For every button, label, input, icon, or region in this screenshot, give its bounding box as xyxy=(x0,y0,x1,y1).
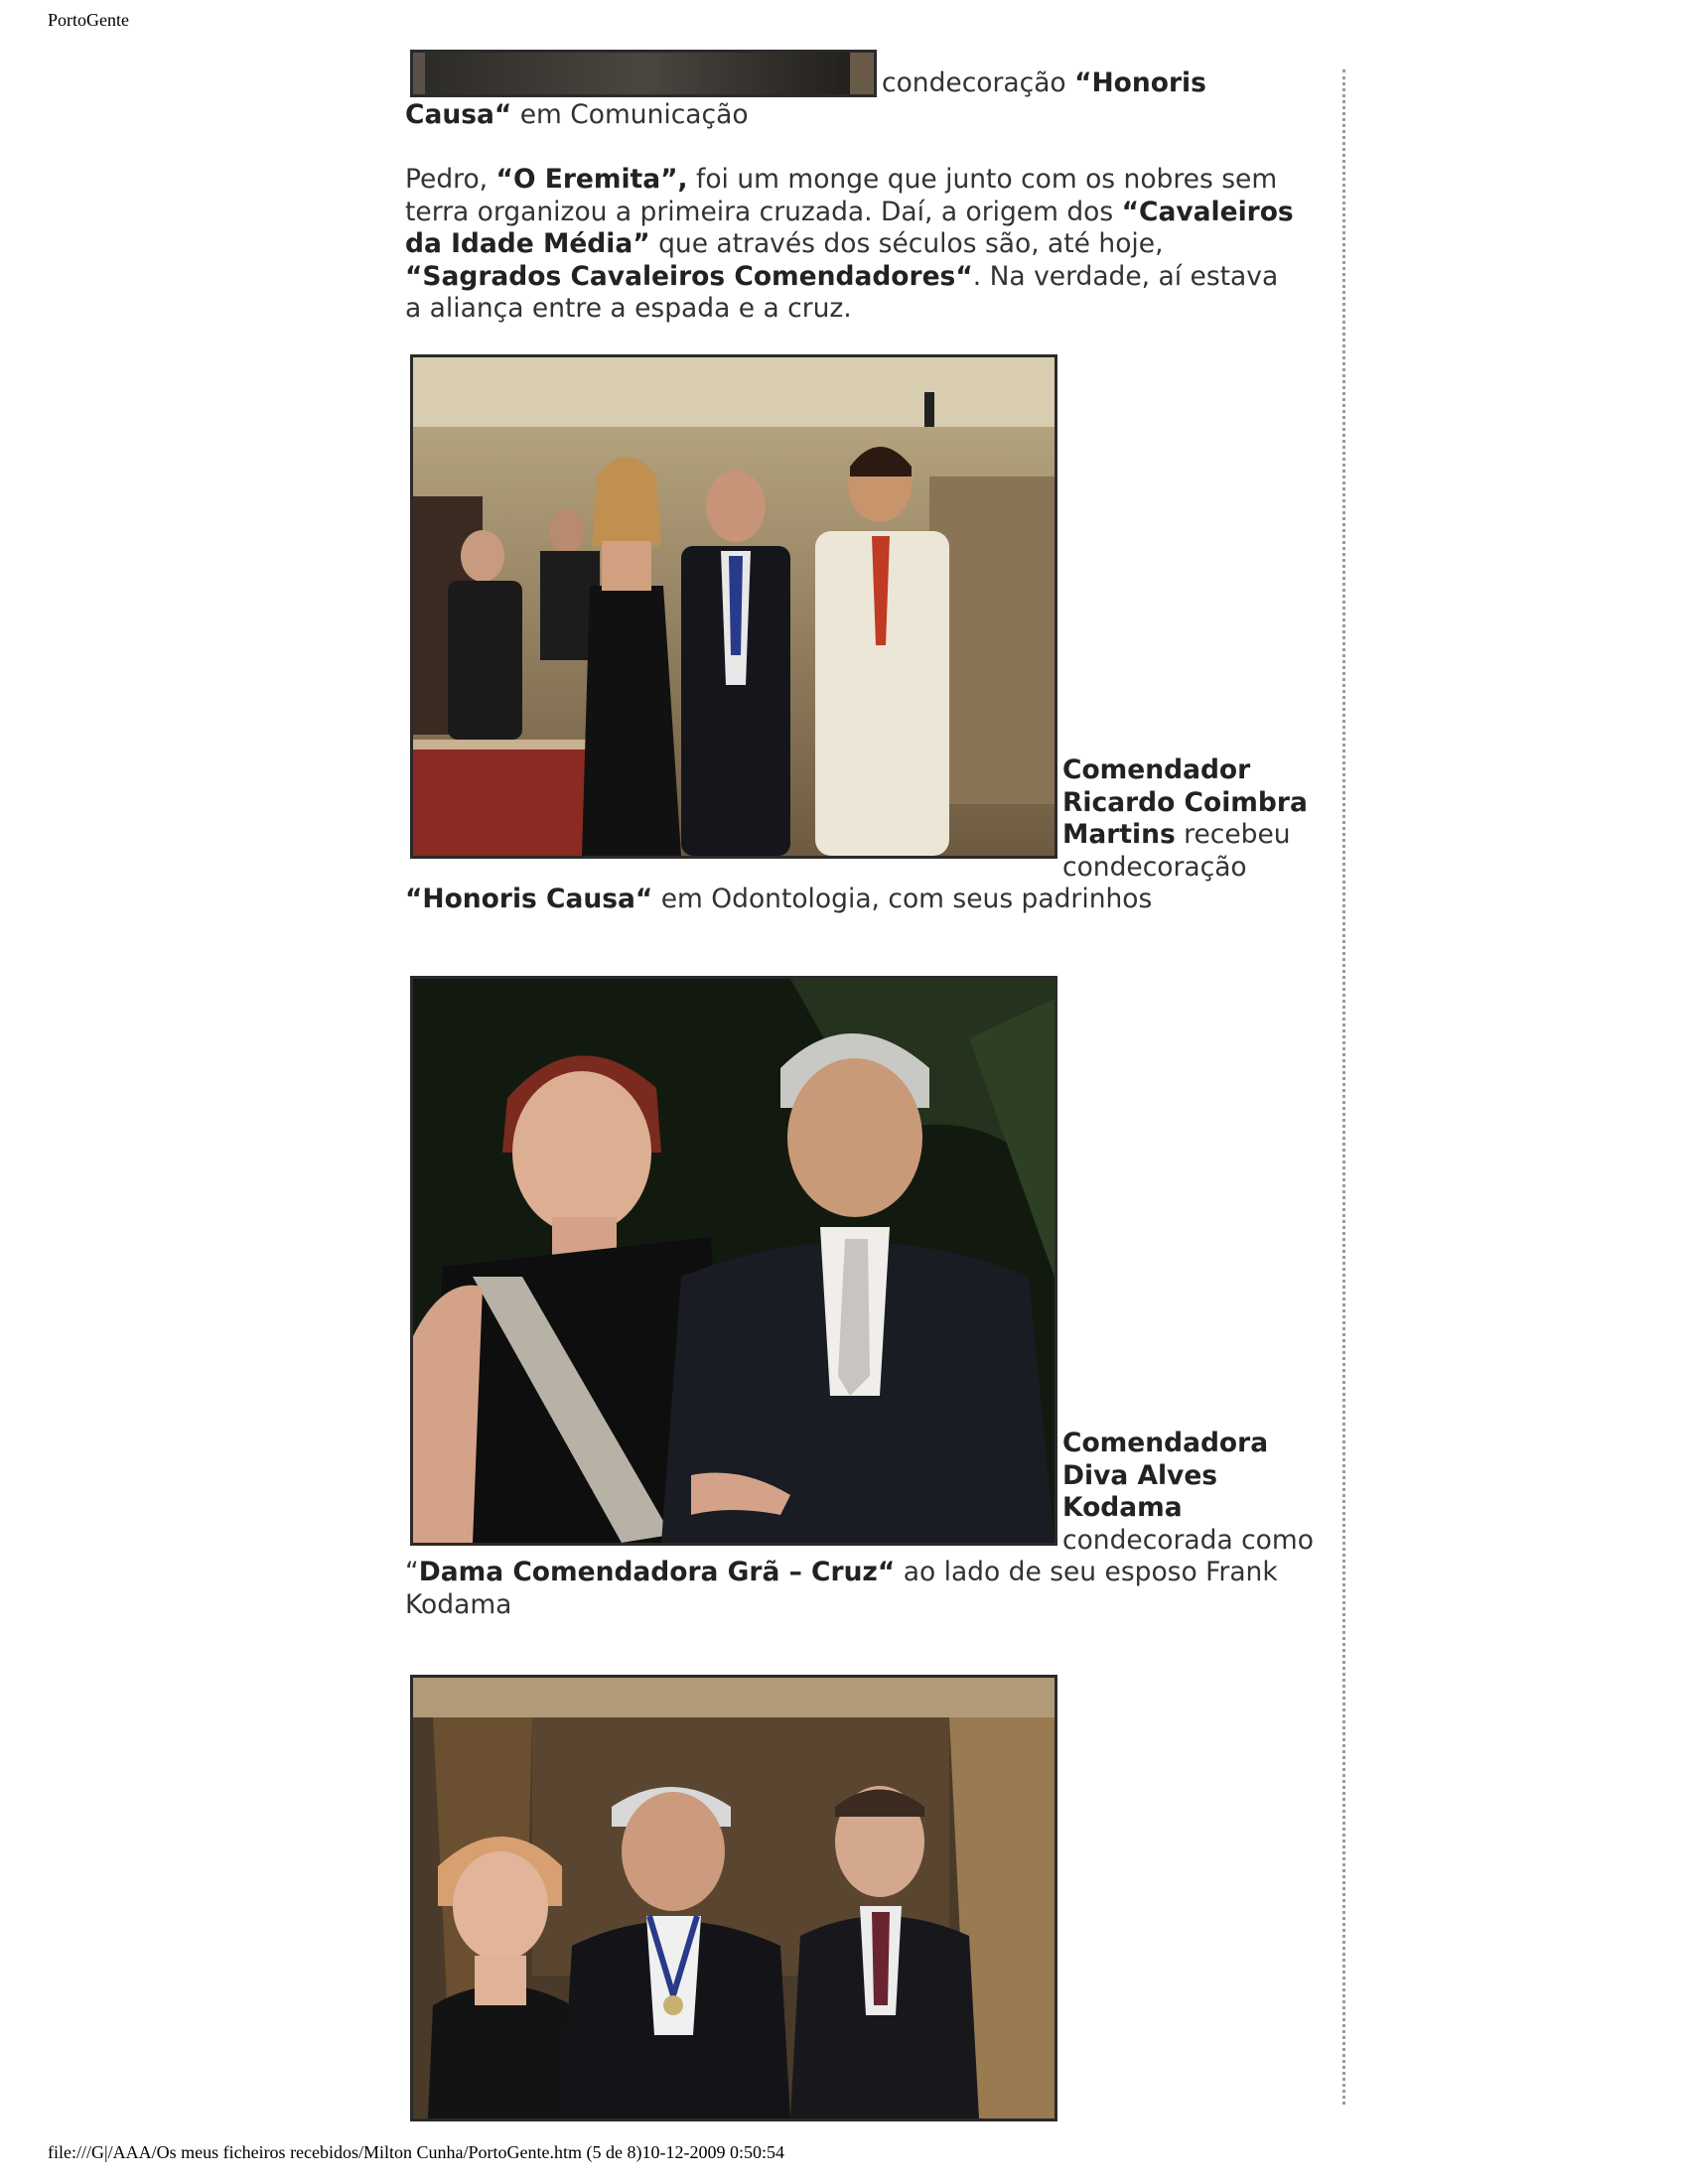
caption-line: Kodama xyxy=(405,1588,512,1620)
cropped-caption-line2: Causa“ em Comunicação xyxy=(405,99,749,130)
caption-line: Martins recebeu xyxy=(1062,819,1291,850)
footer-file-path: file:///G|/AAA/Os meus ficheiros recebidos/Milton Cunha/PortoGente.htm (5 de 8)10-12-2009 0:50:54 xyxy=(48,2142,784,2162)
photo-cropped-top xyxy=(410,50,877,97)
paragraph-line: terra organizou a primeira cruzada. Daí, a origem dos “Cavaleiros xyxy=(405,196,1294,227)
caption-line: Diva Alves xyxy=(1062,1459,1218,1491)
paragraph-line: Pedro, “O Eremita”, foi um monge que junto com os nobres sem xyxy=(405,164,1278,195)
caption-ricardo-right xyxy=(1062,754,1308,884)
caption-line: Kodama xyxy=(1062,1492,1183,1523)
caption-diva-bottom xyxy=(405,1557,1278,1621)
photo-diva-kodama xyxy=(410,976,1057,1546)
cropped-caption-line1: condecoração “Honoris xyxy=(882,68,1206,98)
paragraph-eremita xyxy=(405,164,1294,326)
caption-diva-right xyxy=(1062,1428,1314,1557)
paragraph-line: “Sagrados Cavaleiros Comendadores“. Na verdade, aí estava xyxy=(405,260,1279,292)
paragraph-line: a aliança entre a espada e a cruz. xyxy=(405,293,852,324)
dotted-divider xyxy=(1342,69,1345,2105)
photo-ceremony-padrinhos xyxy=(410,354,1057,859)
site-header: PortoGente xyxy=(48,10,129,30)
caption-ricardo-bottom: “Honoris Causa“ em Odontologia, com seus padrinhos xyxy=(405,884,1153,914)
caption-line: Comendadora xyxy=(1062,1428,1269,1458)
paragraph-line: da Idade Média” que através dos séculos são, até hoje, xyxy=(405,228,1164,259)
photo-three-guests xyxy=(410,1675,1057,2121)
caption-line: Comendador xyxy=(1062,754,1251,785)
caption-line: condecoração xyxy=(1062,851,1247,883)
caption-line: Ricardo Coimbra xyxy=(1062,786,1308,818)
caption-line: condecorada como xyxy=(1062,1524,1314,1556)
caption-line: “Dama Comendadora Grã – Cruz“ ao lado de seu esposo Frank xyxy=(405,1557,1278,1587)
